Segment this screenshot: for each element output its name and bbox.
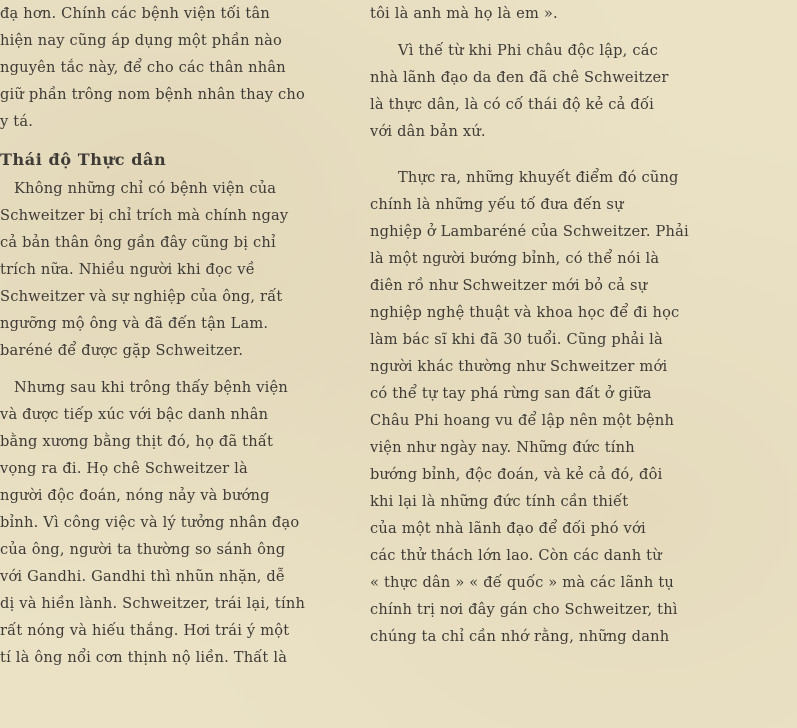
text-line: dị và hiền lành. Schweitzer, trái lại, tính (0, 595, 306, 612)
text-line: y tá. (0, 113, 34, 130)
text-line: nghiệp nghệ thuật và khoa học để đi học (370, 304, 680, 321)
text-line: với dân bản xứ. (370, 123, 486, 140)
text-line: Schweitzer và sự nghiệp của ông, rất (0, 288, 283, 305)
text-line: nguyên tắc này, để cho các thân nhân (0, 59, 286, 76)
text-line: rất nóng và hiếu thắng. Hơi trái ý một (0, 622, 290, 639)
text-line: trích nữa. Nhiều người khi đọc về (0, 261, 255, 278)
section-heading: Thái độ Thực dân (0, 150, 167, 169)
text-line: chúng ta chỉ cần nhớ rằng, những danh (370, 628, 670, 645)
text-line: giữ phần trông nom bệnh nhân thay cho (0, 86, 305, 103)
text-line: cả bản thân ông gần đây cũng bị chỉ (0, 234, 276, 251)
text-line: là thực dân, là có cố thái độ kẻ cả đối (370, 96, 654, 113)
text-line: Châu Phi hoang vu để lập nên một bệnh (370, 412, 675, 429)
right-column (370, 0, 726, 650)
text-line: có thể tự tay phá rừng san đất ở giữa (370, 385, 652, 402)
left-paragraph-3 (0, 374, 352, 671)
text-line: đạ hơn. Chính các bệnh viện tối tân (0, 5, 270, 22)
text-line: Schweitzer bị chỉ trích mà chính ngay (0, 207, 289, 224)
right-paragraph-1 (370, 0, 726, 27)
text-line: vọng ra đi. Họ chê Schweitzer là (0, 460, 248, 477)
text-line: chính là những yếu tố đưa đến sự (370, 196, 624, 213)
text-line: Nhưng sau khi trông thấy bệnh viện (14, 379, 288, 396)
text-line: làm bác sĩ khi đã 30 tuổi. Cũng phải là (370, 331, 663, 348)
text-line: bằng xương bằng thịt đó, họ đã thất (0, 433, 274, 450)
right-paragraph-3 (370, 164, 726, 650)
left-paragraph-1 (0, 0, 352, 135)
text-line: « thực dân » « đế quốc » mà các lãnh tụ (370, 574, 675, 591)
text-line: với Gandhi. Gandhi thì nhũn nhặn, dễ (0, 568, 286, 585)
text-line: ngưỡng mộ ông và đã đến tận Lam. (0, 315, 269, 332)
text-line: Không những chỉ có bệnh viện của (14, 180, 277, 197)
text-line: bướng bỉnh, độc đoán, và kẻ cả đó, đôi (370, 466, 663, 483)
text-line: là một người bướng bỉnh, có thể nói là (370, 250, 660, 267)
text-line: baréné để được gặp Schweitzer. (0, 342, 244, 359)
text-line: của một nhà lãnh đạo để đối phó với (370, 520, 646, 537)
text-line: bỉnh. Vì công việc và lý tưởng nhân đạo (0, 514, 300, 531)
text-line: nghiệp ở Lambaréné của Schweitzer. Phải (370, 223, 689, 240)
text-line: người khác thường như Schweitzer mới (370, 358, 668, 375)
right-paragraph-2 (370, 37, 726, 145)
text-line: các thử thách lớn lao. Còn các danh từ (370, 547, 662, 564)
text-line: nhà lãnh đạo da đen đã chê Schweitzer (370, 69, 669, 86)
text-line: tôi là anh mà họ là em ». (370, 5, 558, 22)
text-line: khi lại là những đức tính cần thiết (370, 493, 629, 510)
text-line: chính trị nơi đây gán cho Schweitzer, thì (370, 601, 678, 618)
text-line: điên rồ như Schweitzer mới bỏ cả sự (370, 277, 648, 294)
text-line: hiện nay cũng áp dụng một phần nào (0, 32, 283, 49)
left-paragraph-2 (0, 175, 352, 364)
text-line: và được tiếp xúc với bậc danh nhân (0, 406, 269, 423)
text-line: người độc đoán, nóng nảy và bướng (0, 487, 270, 504)
text-line: tí là ông nổi cơn thịnh nộ liền. Thất là (0, 649, 288, 666)
left-column (0, 0, 352, 671)
text-line: Thực ra, những khuyết điểm đó cũng (398, 169, 679, 186)
text-line: viện như ngày nay. Những đức tính (370, 439, 635, 456)
text-line: của ông, người ta thường so sánh ông (0, 541, 286, 558)
text-line: Vì thế từ khi Phi châu độc lập, các (398, 42, 658, 59)
